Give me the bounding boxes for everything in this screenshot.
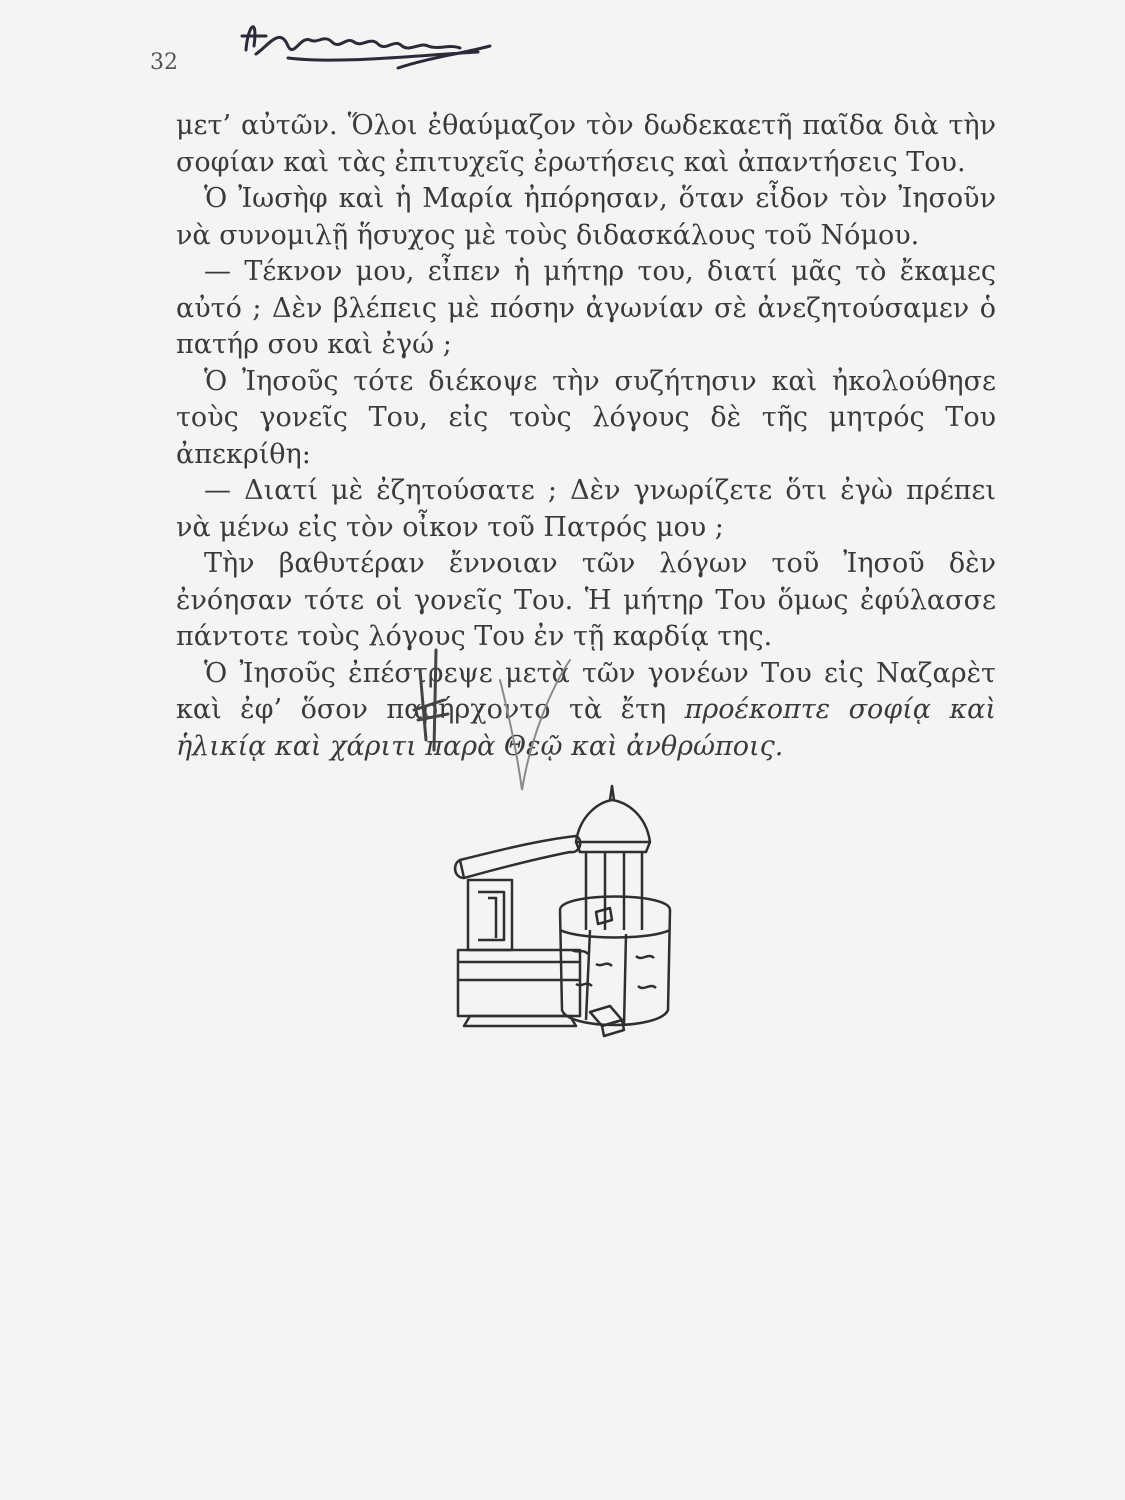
bleed-through-texture: [150, 1050, 1010, 1380]
dialog-line: — Τέκνον μου, εἶπεν ἡ μήτηρ του, διατί μᾶς τὸ ἔκαμες αὐτό ; Δὲν βλέπεις μὲ πόσην ἀγωνίαν σὲ ἀνεζητούσαμεν ὁ πατήρ σου καὶ ἐγώ ;: [176, 256, 996, 360]
dialog-line: — Διατί μὲ ἐζητούσατε ; Δὲν γνωρίζετε ὅτι ἐγὼ πρέπει νὰ μένω εἰς τὸν οἶκον τοῦ Πατρός μου ;: [176, 475, 996, 543]
paragraph: Ὁ Ἰησοῦς τότε διέκοψε τὴν συζήτησιν καὶ ἠκολούθησε τοὺς γονεῖς Του, εἰς τοὺς λόγους δὲ τῆς μητρός Του ἀπεκρίθη:: [176, 365, 996, 470]
pulpit-ambo-drawing-icon: [400, 780, 710, 1050]
paragraph: μετ’ αὐτῶν. Ὅλοι ἐθαύμαζον τὸν δωδεκαετῆ παῖδα διὰ τὴν σοφίαν καὶ τὰς ἐπιτυχεῖς ἐρωτήσεις καὶ ἀπαντήσεις Του.: [176, 110, 996, 178]
paragraph-final-quote: προέκοπτε σοφίᾳ καὶ ἡλικίᾳ καὶ χάριτι παρὰ Θεῷ καὶ ἀνθρώποις.: [176, 694, 996, 762]
handwritten-signature: [228, 6, 518, 72]
paragraph-final-text: Ὁ Ἰησοῦς ἐπέστρεψε μετὰ τῶν γονέων Του εἰς Ναζαρὲτ καὶ ἐφ’ ὅσον παρήρχοντο τὰ ἔτη: [176, 657, 996, 725]
paragraph: Τὴν βαθυτέραν ἔννοιαν τῶν λόγων τοῦ Ἰησοῦ δὲν ἐνόησαν τότε οἱ γονεῖς Του. Ἡ μήτηρ Του ὅμως ἐφύλασσε πάντοτε τοὺς λόγους Του ἐν τῇ καρδίᾳ της.: [176, 548, 996, 652]
page-number: 32: [150, 50, 178, 75]
paragraph: Ὁ Ἰωσὴφ καὶ ἡ Μαρία ἠπόρησαν, ὅταν εἶδον τὸν Ἰησοῦν νὰ συνομιλῇ ἥσυχος μὲ τοὺς διδασκάλους τοῦ Νόμου.: [176, 183, 996, 251]
